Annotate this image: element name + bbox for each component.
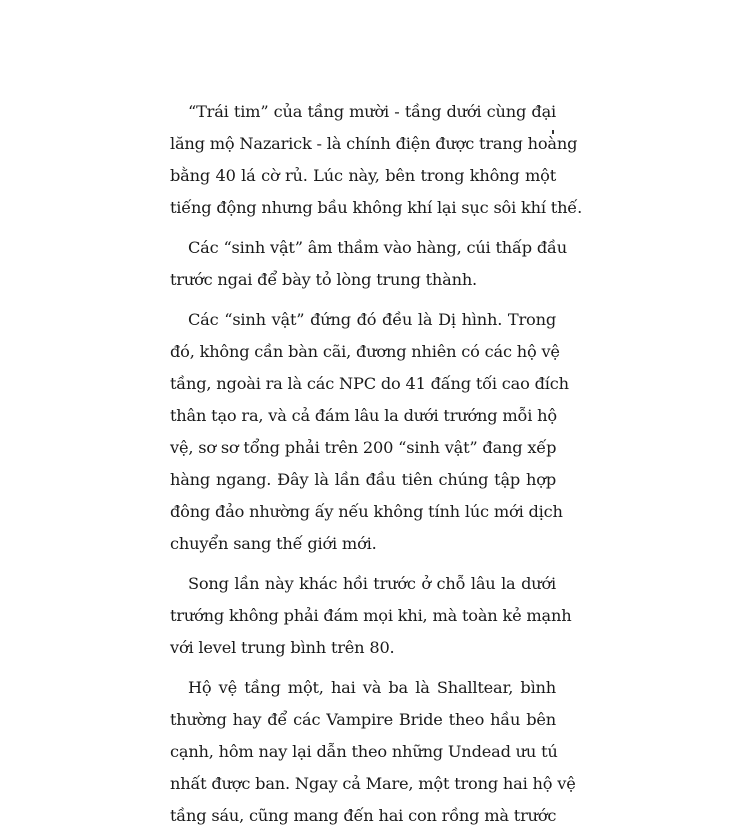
text-line: hàng ngang. Đây là lần đầu tiên chúng tập hợp	[170, 470, 556, 489]
text-line: nhất được ban. Ngay cả Mare, một trong hai hộ vệ	[170, 774, 576, 793]
text-line: tầng, ngoài ra là các NPC do 41 đấng tối cao đích	[170, 374, 569, 393]
paragraph-4	[170, 568, 572, 664]
body-text	[170, 96, 583, 840]
text-line: bằng 40 lá cờ rủ. Lúc này, bên trong không một	[170, 166, 556, 185]
paragraph-5	[170, 672, 576, 832]
text-line: “Trái tim” của tầng mười - tầng dưới cùng đại	[188, 102, 556, 121]
paragraph-3	[170, 304, 569, 560]
text-line: trướng không phải đám mọi khi, mà toàn kẻ mạnh	[170, 606, 572, 625]
text-line: vệ, sơ sơ tổng phải trên 200 “sinh vật” đang xếp	[170, 438, 557, 457]
text-line: lăng mộ Nazarick - là chính điện được trang hoàng	[170, 134, 578, 153]
text-line: thường hay để các Vampire Bride theo hầu bên	[170, 710, 556, 729]
paragraph-1	[170, 96, 583, 224]
text-line: chuyển sang thế giới mới.	[170, 534, 377, 553]
paragraph-2	[170, 232, 567, 296]
text-line: với level trung bình trên 80.	[170, 638, 395, 657]
text-line: Các “sinh vật” âm thầm vào hàng, cúi thấp đầu	[188, 238, 567, 257]
text-line: thân tạo ra, và cả đám lâu la dưới trướng mỗi hộ	[170, 406, 557, 425]
text-line: Hộ vệ tầng một, hai và ba là Shalltear, bình	[188, 678, 556, 697]
text-line: trước ngai để bày tỏ lòng trung thành.	[170, 270, 477, 289]
text-line: Các “sinh vật” đứng đó đều là Dị hình. Trong	[188, 310, 556, 329]
text-line: cạnh, hôm nay lại dẫn theo những Undead ưu tú	[170, 742, 558, 761]
text-line: Song lần này khác hồi trước ở chỗ lâu la dưới	[188, 574, 556, 593]
text-line: đó, không cần bàn cãi, đương nhiên có các hộ vệ	[170, 342, 560, 361]
text-line: tầng sáu, cũng mang đến hai con rồng mà trước	[170, 806, 557, 825]
text-line: tiếng động nhưng bầu không khí lại sục sôi khí thế.	[170, 198, 583, 217]
text-line: đông đảo nhường ấy nếu không tính lúc mới dịch	[170, 502, 563, 521]
